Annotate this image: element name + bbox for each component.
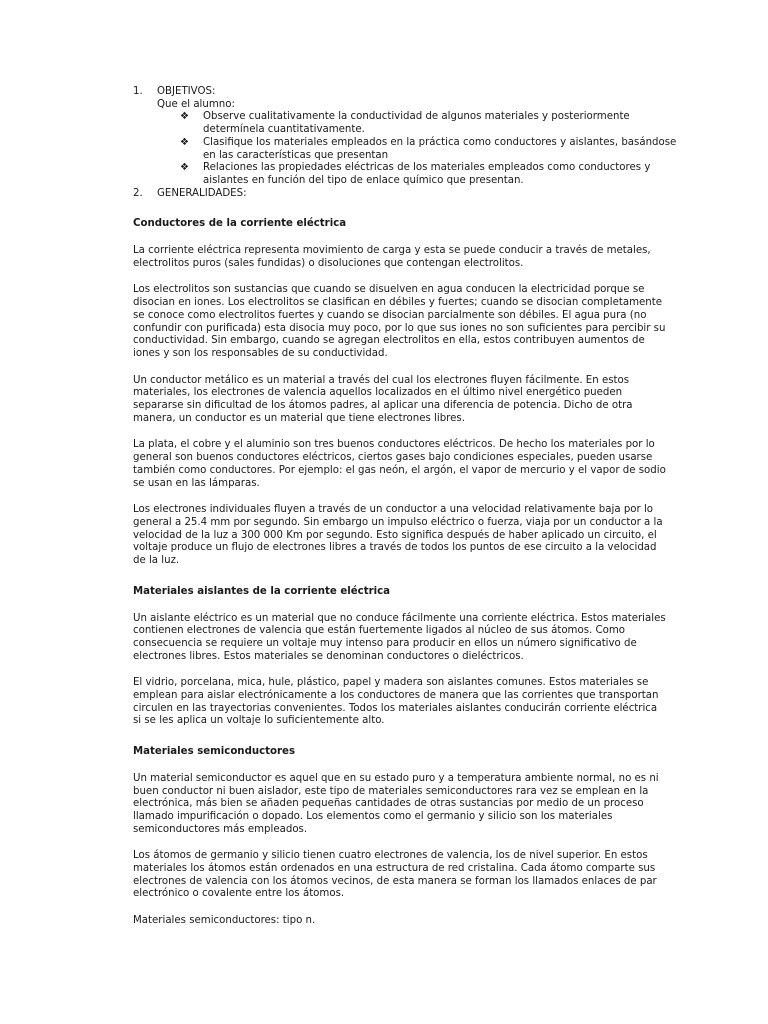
paragraph: La corriente eléctrica representa movimiento de carga y esta se puede conducir a través de metales, electrolitos puros (sales fundidas) o disoluciones que contengan electrolitos. — [133, 245, 651, 269]
objective-bullet — [180, 162, 678, 187]
paragraph: La plata, el cobre y el aluminio son tres buenos conductores eléctricos. De hecho los materiales por lo general son buenos conductores eléctricos, ciertos gases bajo condiciones especiales, pueden usarse también como conductores. Por ejemplo: el gas neón, el argón, el vapor de mercurio y el vapor de sodio se usan en las lámparas. — [133, 439, 666, 489]
paragraph: El vidrio, porcelana, mica, hule, plástico, papel y madera son aislantes comunes. Estos materiales se emplean para aislar electrónicamente a los conductores de manera que las corrientes que transportan circulen en las trayectorias convenientes. Todos los materiales aislantes conducirán corriente eléctrica si se les aplica un voltaje lo suficientemente alto. — [133, 677, 659, 727]
objectives-bullet-list — [133, 111, 677, 187]
objective-bullet — [180, 111, 678, 136]
paragraph: Un aislante eléctrico es un material que no conduce fácilmente una corriente eléctrica. Estos materiales contienen electrones de valencia que están fuertemente ligados al núcleo de sus átomos. Como consecuencia se requiere un voltaje muy intenso para producir en ellos un número significativo de electrones libres. Estos materiales se denominan conductores o dieléctricos. — [133, 612, 666, 662]
generalities-number: 2. — [133, 187, 143, 199]
objective-text: Relaciones las propiedades eléctricas de los materiales empleados como conductores y aislantes en función del tipo de enlace químico que presentan. — [203, 162, 651, 186]
section-heading-conductors: Conductores de la corriente eléctrica — [133, 218, 347, 230]
section-heading-semiconductors: Materiales semiconductores — [133, 746, 296, 758]
paragraph: Un conductor metálico es un material a través del cual los electrones fluyen fácilmente. En estos materiales, los electrones de valencia aquellos localizados en el último nivel energético pueden separarse sin dificultad de los átomos padres, al aplicar una diferencia de potencia. Dicho de otra manera, un conductor es un material que tiene electrones libres. — [133, 374, 633, 424]
objective-bullet — [180, 136, 678, 162]
paragraph: Los electrolitos son sustancias que cuando se disuelven en agua conducen la electricidad porque se disocian en iones. Los electrolitos se clasifican en débiles y fuertes; cuando se disocian completamente se conoce como electrolitos fuertes y cuando se disocian parcialmente son débiles. El agua pura (no confundir con purificada) esta disocia muy poco, por lo que sus iones no son suficientes para percibir su conductividad. Sin embargo, cuando se agregan electrolitos en ella, estos contribuyen aumentos de iones y son los responsables de su conductividad. — [133, 284, 666, 359]
paragraph: Materiales semiconductores: tipo n. — [133, 915, 316, 927]
objective-text: Observe cualitativamente la conductividad de algunos materiales y posteriormente determínela cuantitativamente. — [203, 111, 630, 136]
diamond-bullet-icon: ❖ — [180, 136, 189, 148]
diamond-bullet-icon: ❖ — [180, 162, 189, 174]
numbered-list — [133, 188, 668, 201]
section-heading-insulators: Materiales aislantes de la corriente eléctrica — [133, 585, 391, 597]
paragraph: Un material semiconductor es aquel que en su estado puro y a temperatura ambiente normal, no es ni buen conductor ni buen aislador, este tipo de materiales semiconductores rara vez se emplean en la electrónica, más bien se añaden pequeñas cantidades de otras sustancias por medio de un proceso llamado impurificación o dopado. Los elementos como el germanio y silicio son los materiales semiconductores más empleados. — [133, 772, 659, 835]
diamond-bullet-icon: ❖ — [180, 111, 189, 123]
objectives-item — [133, 86, 668, 99]
objective-text: Clasifique los materiales empleados en la práctica como conductores y aislantes, basándose en las características que presentan — [203, 136, 677, 161]
paragraph: Los átomos de germanio y silicio tienen cuatro electrones de valencia, los de nivel superior. En estos materiales los átomos están ordenados en una estructura de red cristalina. Cada átomo comparte sus electrones de valencia con los átomos vecinos, de esta manera se forman los llamados enlaces de par electrónico o covalente entre los átomos. — [133, 850, 657, 900]
objectives-intro: Que el alumno: — [157, 98, 235, 110]
objectives-title: OBJETIVOS: — [157, 86, 216, 97]
objectives-number: 1. — [133, 86, 143, 97]
numbered-list — [133, 86, 668, 99]
generalities-title: GENERALIDADES: — [157, 187, 247, 199]
generalities-item — [133, 188, 668, 201]
paragraph: Los electrones individuales fluyen a través de un conductor a una velocidad relativamente baja por lo general a 25.4 mm por segundo. Sin embargo un impulso eléctrico o fuerza, viaja por un conductor a la velocidad de la luz a 300 000 Km por segundo. Esto significa después de haber aplicado un circuito, el voltaje produce un flujo de electrones libres a través de todos los puntos de ese circuito a la velocidad de la luz. — [133, 504, 663, 567]
